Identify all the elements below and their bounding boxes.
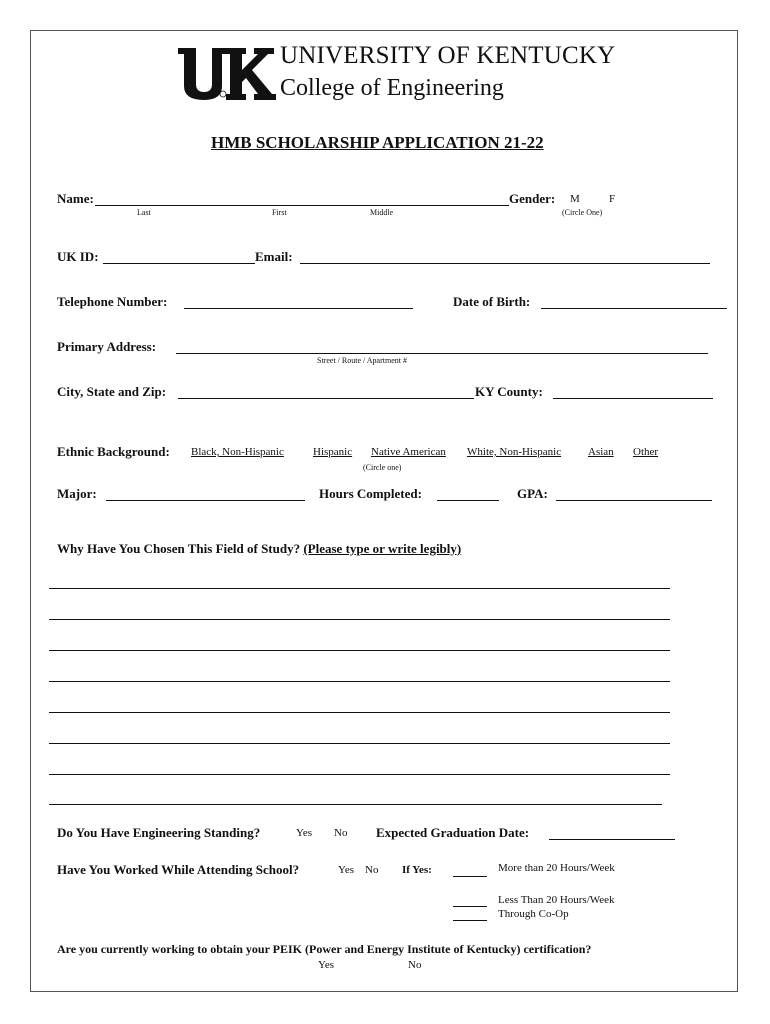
dob-field[interactable]	[541, 308, 727, 309]
name-field[interactable]	[95, 205, 509, 206]
essay-line[interactable]	[49, 681, 670, 682]
address-sub: Street / Route / Apartment #	[317, 356, 407, 365]
name-sub-middle: Middle	[370, 208, 394, 217]
work-if-yes: If Yes:	[402, 864, 432, 876]
major-field[interactable]	[106, 500, 305, 501]
uk-logo-icon	[176, 44, 276, 102]
page-border	[30, 30, 738, 992]
gender-note: (Circle One)	[562, 208, 603, 217]
name-label: Name:	[57, 191, 94, 206]
standing-no[interactable]: No	[334, 827, 348, 839]
county-label: KY County:	[475, 384, 543, 399]
essay-line[interactable]	[49, 712, 670, 713]
gender-label: Gender:	[509, 191, 556, 206]
work-option-blank-less[interactable]	[453, 906, 487, 907]
ethnic-option-white[interactable]: White, Non-Hispanic	[467, 446, 562, 458]
gender-option-f[interactable]: F	[609, 193, 616, 205]
essay-question-text: Why Have You Chosen This Field of Study?	[57, 541, 301, 556]
email-label: Email:	[255, 249, 293, 264]
grad-date-label: Expected Graduation Date:	[376, 825, 530, 840]
email-field[interactable]	[300, 263, 710, 264]
peik-no[interactable]: No	[408, 959, 422, 971]
ethnic-option-black[interactable]: Black, Non-Hispanic	[191, 446, 284, 458]
gpa-field[interactable]	[556, 500, 712, 501]
dob-label: Date of Birth:	[453, 294, 531, 309]
ethnic-option-other[interactable]: Other	[633, 446, 659, 458]
page-title: HMB SCHOLARSHIP APPLICATION 21-22	[211, 133, 544, 152]
essay-line[interactable]	[49, 743, 670, 744]
uk-logo	[176, 44, 276, 102]
county-field[interactable]	[553, 398, 713, 399]
gender-option-m[interactable]: M	[570, 193, 580, 205]
phone-field[interactable]	[184, 308, 413, 309]
work-option-less-than-20: Less Than 20 Hours/Week	[498, 894, 615, 906]
hours-label: Hours Completed:	[319, 486, 422, 501]
work-option-co-op: Through Co-Op	[498, 908, 569, 920]
ukid-field[interactable]	[103, 263, 255, 264]
work-yes[interactable]: Yes	[338, 864, 355, 876]
peik-yes[interactable]: Yes	[318, 959, 335, 971]
work-question: Have You Worked While Attending School?	[57, 862, 300, 877]
work-option-blank-more[interactable]	[453, 876, 487, 877]
work-option-more-than-20: More than 20 Hours/Week	[498, 862, 615, 874]
college-name: College of Engineering	[280, 75, 504, 101]
name-sub-first: First	[272, 208, 287, 217]
major-label: Major:	[57, 486, 97, 501]
ethnic-note: (Circle one)	[363, 463, 402, 472]
university-name: UNIVERSITY OF KENTUCKY	[280, 42, 616, 69]
standing-yes[interactable]: Yes	[296, 827, 313, 839]
address-field[interactable]	[176, 353, 708, 354]
ukid-label: UK ID:	[57, 249, 99, 264]
city-field[interactable]	[178, 398, 474, 399]
city-label: City, State and Zip:	[57, 384, 167, 399]
name-sub-last: Last	[137, 208, 151, 217]
phone-label: Telephone Number:	[57, 294, 168, 309]
essay-line[interactable]	[49, 619, 670, 620]
ethnic-option-hispanic[interactable]: Hispanic	[313, 446, 353, 458]
essay-question	[57, 541, 461, 557]
peik-question: Are you currently working to obtain your PEIK (Power and Energy Institute of Kentucky) certification?	[57, 942, 592, 956]
standing-question: Do You Have Engineering Standing?	[57, 825, 261, 840]
address-label: Primary Address:	[57, 339, 157, 354]
work-no[interactable]: No	[365, 864, 379, 876]
essay-line[interactable]	[49, 650, 670, 651]
ethnic-option-native-american[interactable]: Native American	[371, 446, 446, 458]
ethnic-label: Ethnic Background:	[57, 444, 170, 459]
essay-line[interactable]	[49, 804, 662, 805]
ethnic-option-asian[interactable]: Asian	[588, 446, 614, 458]
hours-field[interactable]	[437, 500, 499, 501]
work-option-blank-coop[interactable]	[453, 920, 487, 921]
grad-date-field[interactable]	[549, 839, 675, 840]
essay-instruction: (Please type or write legibly)	[303, 541, 462, 556]
essay-line[interactable]	[49, 588, 670, 589]
essay-line[interactable]	[49, 774, 670, 775]
gpa-label: GPA:	[517, 486, 548, 501]
